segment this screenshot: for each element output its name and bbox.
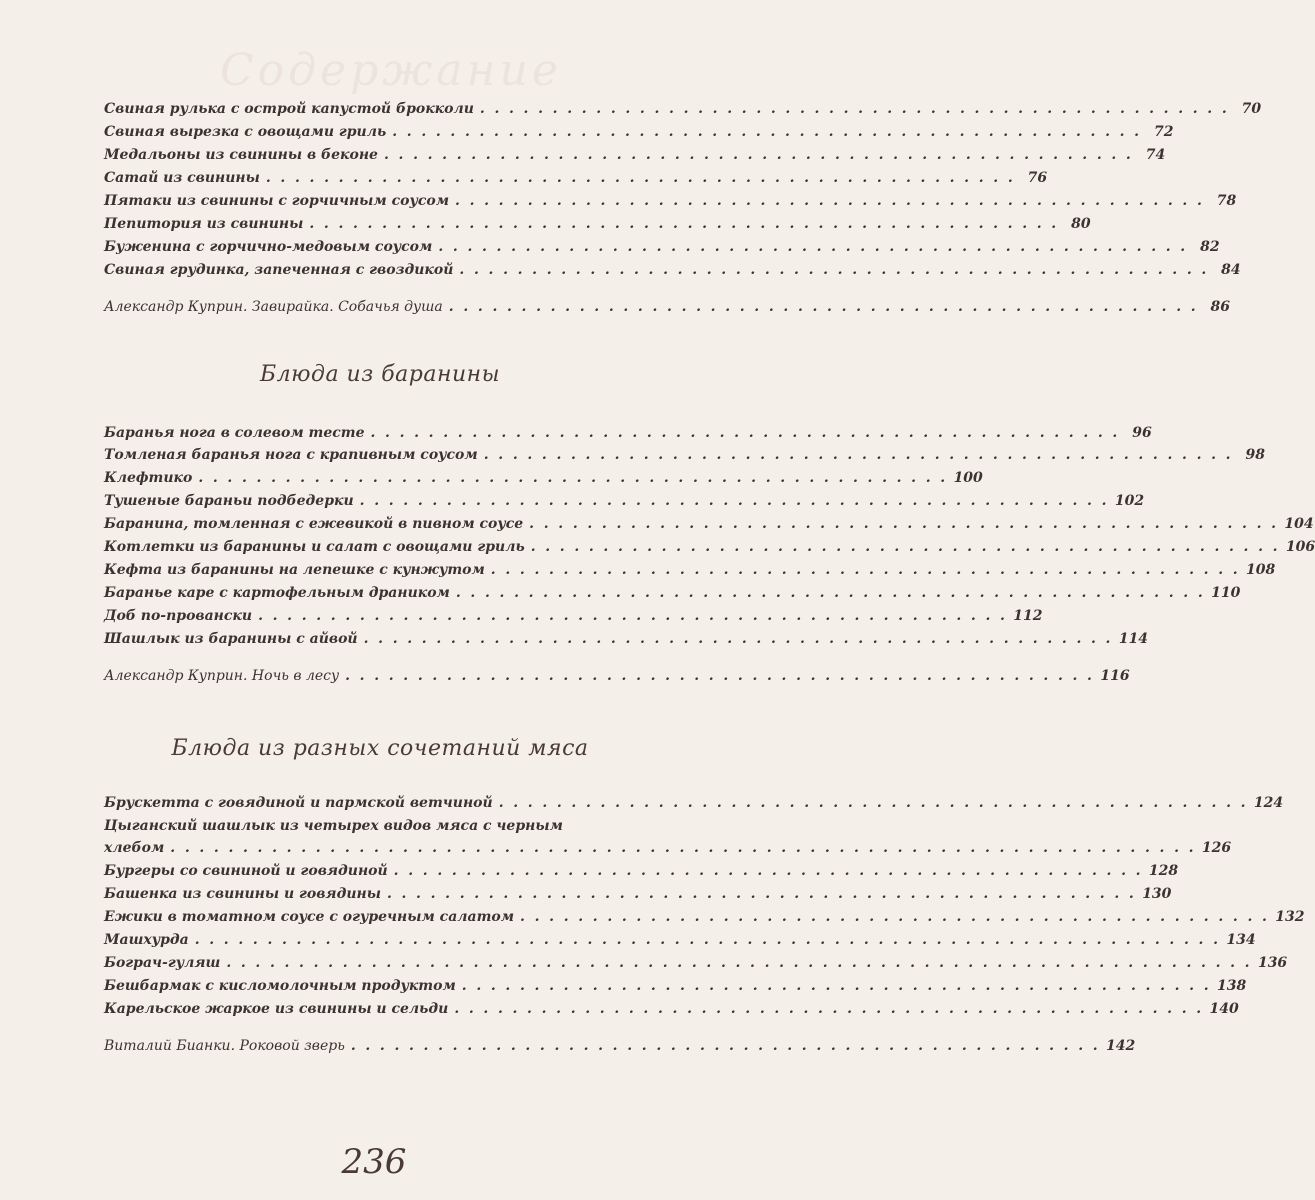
toc-entry[interactable]: Башенка из свинины и говядины . . . . . . . . . . . . . . . . . . . . . . . . . . . . . . . . . . . . . . . . . . . . . . . . . . . . 130 — [104, 886, 1172, 902]
toc-entry[interactable]: Бограч-гуляш . . . . . . . . . . . . . . . . . . . . . . . . . . . . . . . . . . . . . . . . . . . . . . . . . . . . . . . . . . . . . . . . . . . . . . . 136 — [104, 955, 1288, 971]
show-through-title: Содержание — [220, 45, 562, 96]
toc-entry[interactable]: Бешбармак с кисломолочным продуктом . . . . . . . . . . . . . . . . . . . . . . . . . . . . . . . . . . . . . . . . . . . . . . . . . . . . 138 — [104, 978, 1247, 994]
toc-entry[interactable]: Баранья нога в солевом тесте . . . . . . . . . . . . . . . . . . . . . . . . . . . . . . . . . . . . . . . . . . . . . . . . . . . . 96 — [104, 425, 1152, 441]
toc-entry[interactable]: Котлетки из баранины и салат с овощами гриль . . . . . . . . . . . . . . . . . . . . . . . . . . . . . . . . . . . . . . . . . . . . . . . . . . . . 106 — [104, 539, 1315, 555]
toc-entry[interactable]: Свиная вырезка с овощами гриль . . . . . . . . . . . . . . . . . . . . . . . . . . . . . . . . . . . . . . . . . . . . . . . . . . . . 72 — [104, 124, 1174, 140]
toc-author-entry[interactable]: Виталий Бианки. Роковой зверь . . . . . . . . . . . . . . . . . . . . . . . . . . . . . . . . . . . . . . . . . . . . . . . . . . . . 142 — [104, 1038, 1136, 1054]
toc-entry[interactable]: Буженина с горчично-медовым соусом . . . . . . . . . . . . . . . . . . . . . . . . . . . . . . . . . . . . . . . . . . . . . . . . . . . . 82 — [104, 239, 1220, 255]
toc-entry[interactable]: Пепитория из свинины . . . . . . . . . . . . . . . . . . . . . . . . . . . . . . . . . . . . . . . . . . . . . . . . . . . . 80 — [104, 216, 1091, 232]
toc-entry[interactable]: Тушеные бараньи подбедерки . . . . . . . . . . . . . . . . . . . . . . . . . . . . . . . . . . . . . . . . . . . . . . . . . . . . 102 — [104, 493, 1145, 509]
toc-entry[interactable]: Шашлык из баранины с айвой . . . . . . . . . . . . . . . . . . . . . . . . . . . . . . . . . . . . . . . . . . . . . . . . . . . . 114 — [104, 631, 1149, 647]
toc-entry[interactable]: Свиная грудинка, запеченная с гвоздикой . . . . . . . . . . . . . . . . . . . . . . . . . . . . . . . . . . . . . . . . . . . . . . . . . . . . 84 — [104, 262, 1241, 278]
toc-entry-line1[interactable]: Цыганский шашлык из четырех видов мяса с черным — [104, 818, 563, 834]
toc-entry[interactable]: Сатай из свинины . . . . . . . . . . . . . . . . . . . . . . . . . . . . . . . . . . . . . . . . . . . . . . . . . . . . 76 — [104, 170, 1048, 186]
toc-entry[interactable]: Медальоны из свинины в беконе . . . . . . . . . . . . . . . . . . . . . . . . . . . . . . . . . . . . . . . . . . . . . . . . . . . . 74 — [104, 147, 1166, 163]
toc-entry[interactable]: хлебом . . . . . . . . . . . . . . . . . . . . . . . . . . . . . . . . . . . . . . . . . . . . . . . . . . . . . . . . . . . . . . . . . . . . . . . 126 — [104, 840, 1232, 856]
toc-entry[interactable]: Пятаки из свинины с горчичным соусом . . . . . . . . . . . . . . . . . . . . . . . . . . . . . . . . . . . . . . . . . . . . . . . . . . . . 78 — [104, 193, 1237, 209]
section-heading: Блюда из баранины — [259, 362, 501, 387]
toc-author-entry[interactable]: Александр Куприн. Ночь в лесу . . . . . . . . . . . . . . . . . . . . . . . . . . . . . . . . . . . . . . . . . . . . . . . . . . . . 116 — [104, 668, 1130, 684]
toc-entry[interactable]: Доб по-провански . . . . . . . . . . . . . . . . . . . . . . . . . . . . . . . . . . . . . . . . . . . . . . . . . . . . 112 — [104, 608, 1043, 624]
toc-entry[interactable]: Ежики в томатном соусе с огуречным салатом . . . . . . . . . . . . . . . . . . . . . . . . . . . . . . . . . . . . . . . . . . . . . . . . . . . . 132 — [104, 909, 1305, 925]
toc-author-entry[interactable]: Александр Куприн. Завирайка. Собачья душа . . . . . . . . . . . . . . . . . . . . . . . . . . . . . . . . . . . . . . . . . . . . . . . . . . . . 86 — [104, 299, 1231, 315]
page-number: 236 — [341, 1142, 407, 1182]
toc-entry[interactable]: Кефта из баранины на лепешке с кунжутом . . . . . . . . . . . . . . . . . . . . . . . . . . . . . . . . . . . . . . . . . . . . . . . . . . . . 108 — [104, 562, 1276, 578]
toc-entry[interactable]: Баранина, томленная с ежевикой в пивном соусе . . . . . . . . . . . . . . . . . . . . . . . . . . . . . . . . . . . . . . . . . . . . . . . . . . . . 104 — [104, 516, 1314, 532]
toc-entry[interactable]: Томленая баранья нога с крапивным соусом . . . . . . . . . . . . . . . . . . . . . . . . . . . . . . . . . . . . . . . . . . . . . . . . . . . . 98 — [104, 447, 1265, 463]
toc-entry[interactable]: Баранье каре с картофельным драником . . . . . . . . . . . . . . . . . . . . . . . . . . . . . . . . . . . . . . . . . . . . . . . . . . . . 110 — [104, 585, 1241, 601]
section-heading: Блюда из разных сочетаний мяса — [171, 736, 589, 761]
toc-entry[interactable]: Карельское жаркое из свинины и сельди . . . . . . . . . . . . . . . . . . . . . . . . . . . . . . . . . . . . . . . . . . . . . . . . . . . . 140 — [104, 1001, 1239, 1017]
toc-entry[interactable]: Бургеры со свининой и говядиной . . . . . . . . . . . . . . . . . . . . . . . . . . . . . . . . . . . . . . . . . . . . . . . . . . . . 128 — [104, 863, 1179, 879]
toc-entry[interactable]: Машхурда . . . . . . . . . . . . . . . . . . . . . . . . . . . . . . . . . . . . . . . . . . . . . . . . . . . . . . . . . . . . . . . . . . . . . . . 134 — [104, 932, 1256, 948]
toc-entry[interactable]: Клефтико . . . . . . . . . . . . . . . . . . . . . . . . . . . . . . . . . . . . . . . . . . . . . . . . . . . . 100 — [104, 470, 983, 486]
toc-entry[interactable]: Брускетта с говядиной и пармской ветчиной . . . . . . . . . . . . . . . . . . . . . . . . . . . . . . . . . . . . . . . . . . . . . . . . . . . . 124 — [104, 795, 1284, 811]
toc-entry[interactable]: Свиная рулька с острой капустой брокколи . . . . . . . . . . . . . . . . . . . . . . . . . . . . . . . . . . . . . . . . . . . . . . . . . . . . 70 — [104, 101, 1262, 117]
